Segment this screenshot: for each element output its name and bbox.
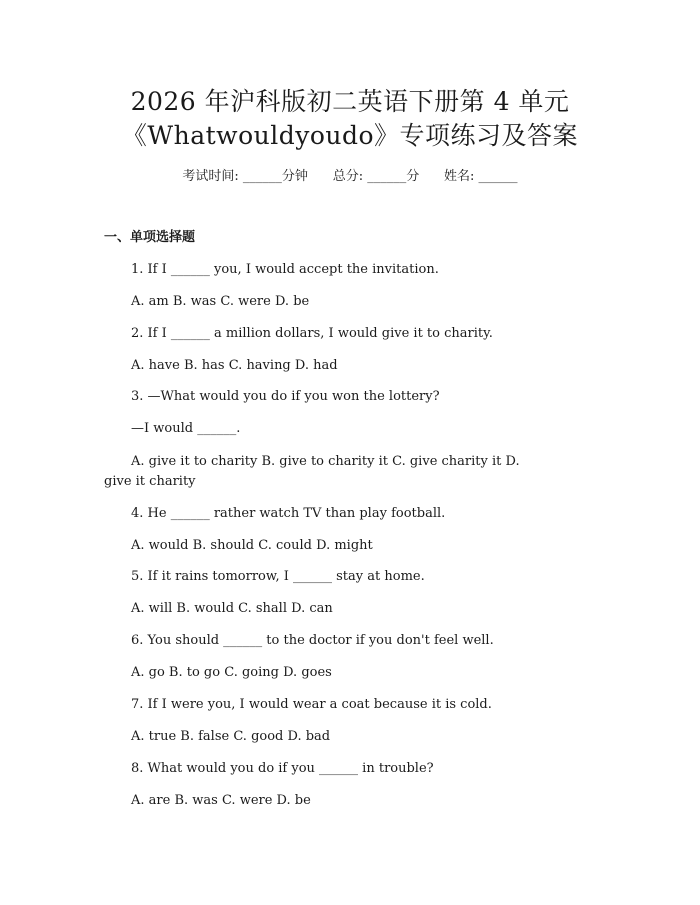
question-2-options: A. have B. has C. having D. had: [131, 358, 338, 373]
question-8-options: A. are B. was C. were D. be: [131, 793, 311, 808]
section-heading: 一、单项选择题: [104, 230, 196, 245]
question-6-options: A. go B. to go C. going D. goes: [131, 665, 332, 680]
question-3-options-continued: give it charity: [104, 474, 196, 489]
question-3-response: —I would ______.: [131, 421, 241, 436]
document-title-line-1: 2026 年沪科版初二英语下册第 4 单元: [130, 87, 570, 116]
exam-time: 考试时间: ______分钟: [182, 169, 308, 184]
question-2: 2. If I ______ a million dollars, I would give it to charity.: [131, 326, 493, 341]
question-4: 4. He ______ rather watch TV than play football.: [131, 506, 446, 521]
question-1-options: A. am B. was C. were D. be: [131, 294, 310, 309]
question-5: 5. If it rains tomorrow, I ______ stay at home.: [131, 569, 425, 584]
student-name: 姓名: ______: [444, 169, 518, 184]
question-3: 3. —What would you do if you won the lottery?: [131, 389, 440, 404]
exam-meta: [0, 168, 700, 186]
document-title-line-2: 《Whatwouldyoudo》专项练习及答案: [121, 121, 579, 150]
exam-score: 总分: ______分: [332, 169, 420, 184]
question-1: 1. If I ______ you, I would accept the invitation.: [131, 262, 439, 277]
question-7-options: A. true B. false C. good D. bad: [131, 729, 331, 744]
question-5-options: A. will B. would C. shall D. can: [131, 601, 333, 616]
question-8: 8. What would you do if you ______ in trouble?: [131, 761, 434, 776]
question-3-options: A. give it to charity B. give to charity it C. give charity it D.: [131, 454, 520, 469]
question-7: 7. If I were you, I would wear a coat because it is cold.: [131, 697, 492, 712]
question-4-options: A. would B. should C. could D. might: [131, 538, 373, 553]
question-6: 6. You should ______ to the doctor if you don't feel well.: [131, 633, 494, 648]
